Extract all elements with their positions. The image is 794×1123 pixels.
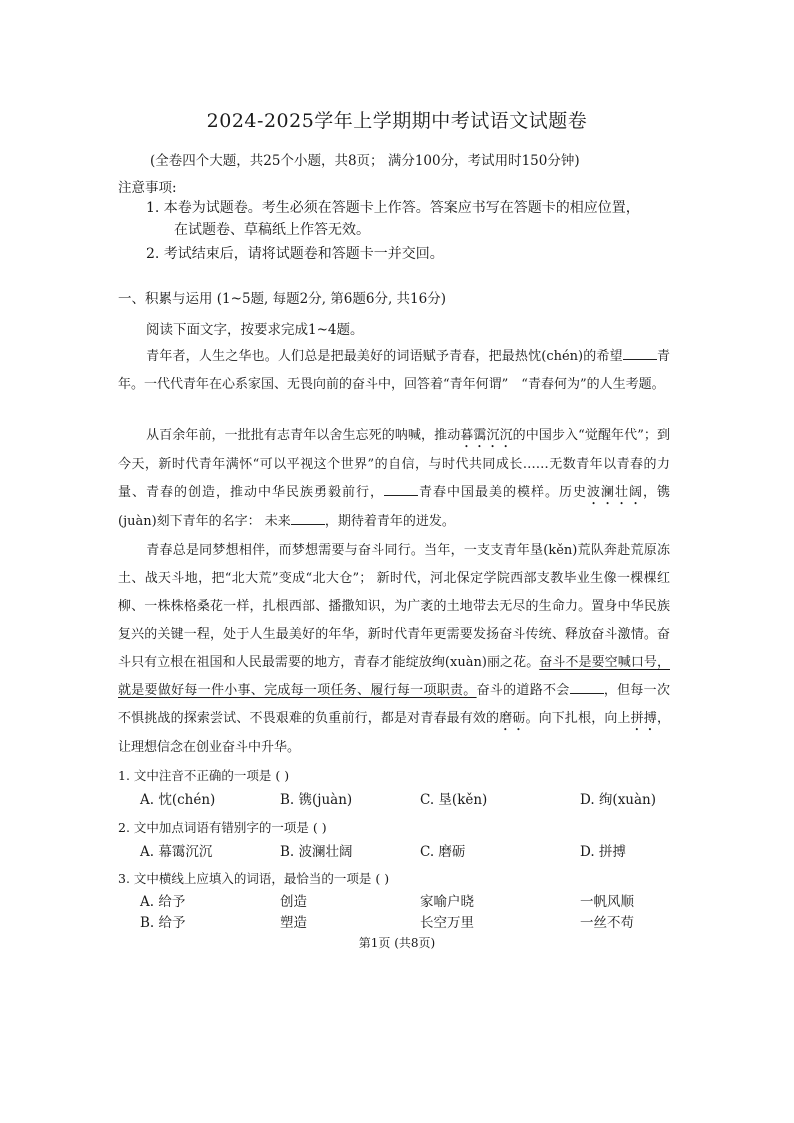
fill-blank xyxy=(384,483,418,496)
question-3-option-row-a xyxy=(140,890,680,910)
passage-text: 青春中国最美的模样。历史 xyxy=(417,485,587,500)
passage-text: 青春总是同梦想相伴，而梦想需要与奋斗同行。当年，一支支青年垦(kěn)荒队奔赴荒原冻土、战天斗地，把“北大荒”变成“北大仓”； 新时代，河北保定学院西部支教毕业生像一棵棵红柳、一株株格桑花一样，扎根西部、播撒知识，为广袤的土地带去无尽的生命力。置身中华民族复兴的关键一程，处于人生最美好的年华，新时代青年更需要发扬奋斗传统、释放奋斗激情。奋斗只有立根在祖国和人民最需要的地方，青春才能绽放绚(xuàn)丽之花。 xyxy=(118,543,670,670)
option-cell: 长空万里 xyxy=(420,915,474,931)
page-title: 2024-2025学年上学期期中考试语文试题卷 xyxy=(206,110,588,132)
underlined-sentence: 奋斗不是要空喊口号，就是要做好每一件小事、完成每一项任务、履行每一项职责。 xyxy=(118,655,670,698)
option-cell: 一帆风顺 xyxy=(580,894,634,910)
page-footer: 第1页 (共8页) xyxy=(358,936,436,950)
question-2-stem: 2. 文中加点词语有错别字的一项是 ( ) xyxy=(118,820,327,835)
notice-item-1: 1. 本卷为试题卷。考生必须在答题卡上作答。答案应书写在答题卡的相应位置， xyxy=(146,200,640,216)
fill-blank xyxy=(570,681,604,694)
notice-heading: 注意事项: xyxy=(118,180,177,196)
question-1-options xyxy=(140,788,680,808)
passage-text: ，但每一次不惧挑战的探索尝试、不畏艰难的负重前行，都是对青春最有效的 xyxy=(118,683,670,726)
passage-paragraph-1 xyxy=(118,343,670,399)
notice-item-2: 2. 考试结束后，请将试题卷和答题卡一并交回。 xyxy=(146,246,444,262)
option-d: D. 绚(xuàn) xyxy=(580,792,657,808)
option-cell: 一丝不苟 xyxy=(580,915,634,931)
section-instruction: 阅读下面文字，按要求完成1~4题。 xyxy=(146,322,364,338)
question-2-options xyxy=(140,840,680,860)
fill-blank xyxy=(623,347,657,360)
option-cell: 创造 xyxy=(280,894,307,910)
passage-paragraph-2 xyxy=(118,422,670,536)
option-b: B. 镌(juàn) xyxy=(280,792,353,808)
option-c: C. 垦(kěn) xyxy=(420,792,488,808)
passage-text: 的中国步入“觉醒年代”；到今天，新时代青年满怀“可以平视这个世界”的自信，与时代共同成长……无数青年以青春的力量、青春的创造，推动中华民族勇毅前行， xyxy=(118,428,670,500)
dotted-term: 拼搏 xyxy=(630,711,657,726)
option-cell: 家喻户晓 xyxy=(420,894,474,910)
option-c: C. 磨砺 xyxy=(420,844,466,860)
notice-item-1-cont: 在试题卷、草稿纸上作答无效。 xyxy=(174,222,370,238)
question-3-option-row-b xyxy=(140,911,680,931)
exam-info: (全卷四个大题，共25个小题，共8页； 满分100分，考试用时150分钟) xyxy=(150,153,580,169)
passage-text: ，让理想信念在创业奋斗中升华。 xyxy=(118,711,670,755)
passage-text: 青年者，人生之华也。人们总是把最美好的词语赋予青春，把最热忱(chén)的希望 xyxy=(146,349,623,364)
passage-text: 从百余年前，一批批有志青年以舍生忘死的呐喊，推动 xyxy=(146,428,461,443)
passage-text: 奋斗的道路不会 xyxy=(476,683,570,698)
section-heading: 一、积累与运用 (1~5题, 每题2分, 第6题6分, 共16分) xyxy=(118,291,447,307)
passage-paragraph-3 xyxy=(118,537,670,762)
option-cell: B. 给予 xyxy=(140,915,186,931)
option-a: A. 忱(chén) xyxy=(140,792,216,808)
option-a: A. 幕霭沉沉 xyxy=(140,844,213,860)
dotted-term: 波澜壮阔 xyxy=(586,485,643,500)
passage-text: 青年。一代代青年在心系家国、无畏向前的奋斗中，回答着“青年何谓” “青春何为”的人生考题。 xyxy=(118,349,670,392)
passage-text: ，期待着青年的迸发。 xyxy=(324,514,455,529)
option-cell: A. 给予 xyxy=(140,894,186,910)
question-3-stem: 3. 文中横线上应填入的词语，最恰当的一项是 ( ) xyxy=(118,871,390,886)
passage-text: 。向下扎根，向上 xyxy=(525,711,631,726)
dotted-term: 暮霭沉沉 xyxy=(460,428,513,443)
fill-blank xyxy=(291,512,325,525)
passage-text: ，镌(juàn)刻下青年的名字： 未来 xyxy=(118,485,670,529)
option-cell: 塑造 xyxy=(280,915,307,931)
question-1-stem: 1. 文中注音不正确的一项是 ( ) xyxy=(118,768,290,783)
option-d: D. 拼搏 xyxy=(580,844,626,860)
dotted-term: 磨砺 xyxy=(499,711,526,726)
option-b: B. 波澜壮阔 xyxy=(280,844,353,860)
